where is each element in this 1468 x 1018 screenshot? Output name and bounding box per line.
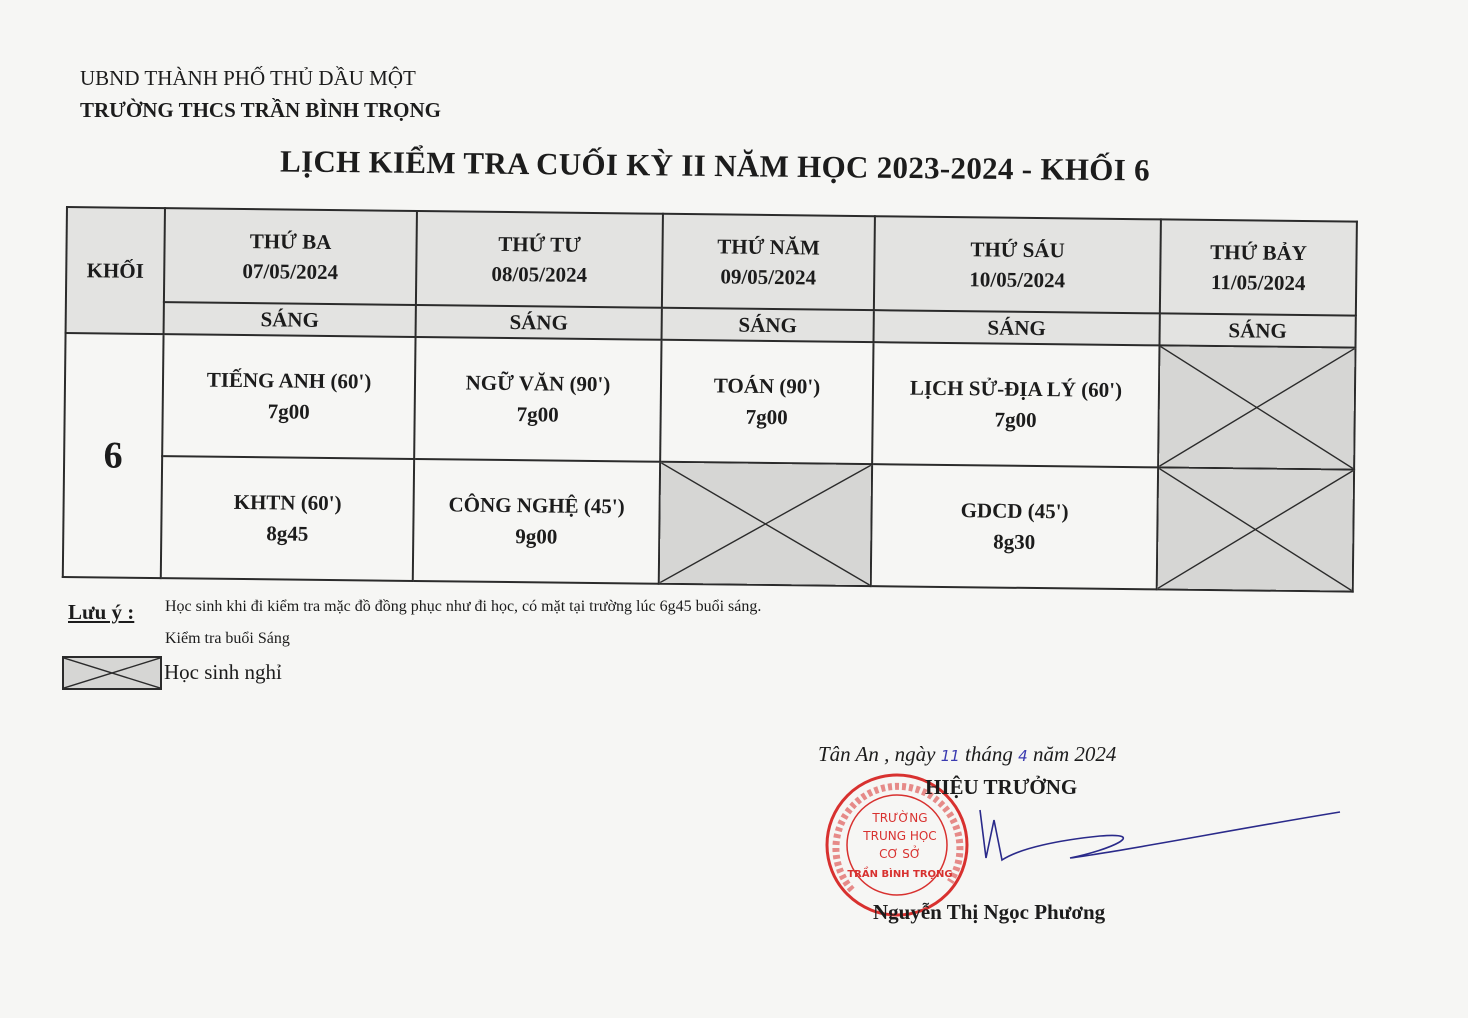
session-fri: SÁNG [874, 310, 1160, 345]
org-line-1: UBND THÀNH PHỐ THỦ DẦU MỘT [80, 66, 416, 90]
day-header-thu: THỨ NĂM 09/05/2024 [662, 214, 875, 310]
note-label: Lưu ý : [68, 600, 135, 624]
notes-section [68, 598, 164, 627]
no-exam-cell [659, 462, 872, 586]
no-exam-cell [1157, 467, 1354, 591]
day-header-tue: THỨ BA 07/05/2024 [164, 208, 417, 305]
legend-label: Học sinh nghỉ [164, 660, 282, 684]
signer-name: Nguyễn Thị Ngọc Phương [873, 900, 1106, 924]
cross-mark-icon [1159, 346, 1354, 468]
cross-mark-icon [660, 463, 871, 585]
handwritten-day: 11 [940, 747, 960, 765]
org-line-2: TRƯỜNG THCS TRẦN BÌNH TRỌNG [80, 98, 441, 122]
exam-cell: TOÁN (90') 7g00 [660, 340, 873, 464]
khoi-header: KHỐI [66, 207, 165, 334]
document-title: LỊCH KIỂM TRA CUỐI KỲ II NĂM HỌC 2023-2024 - KHỐI 6 [279, 143, 1151, 188]
handwritten-signature [950, 800, 1350, 880]
no-exam-cell [1158, 345, 1355, 469]
exam-cell: GDCD (45') 8g30 [871, 464, 1158, 589]
exam-cell: NGỮ VĂN (90') 7g00 [414, 337, 661, 462]
note-line-2: Kiểm tra buổi Sáng [165, 630, 290, 647]
exam-cell: LỊCH SỬ-ĐỊA LÝ (60') 7g00 [872, 342, 1159, 467]
handwritten-month: 4 [1018, 747, 1028, 765]
session-thu: SÁNG [662, 308, 874, 342]
legend-swatch [62, 656, 162, 690]
signer-title: HIỆU TRƯỞNG [925, 775, 1078, 799]
session-wed: SÁNG [416, 305, 662, 340]
cross-mark-icon [64, 658, 160, 688]
cross-mark-icon [1158, 468, 1353, 590]
day-header-fri: THỨ SÁU 10/05/2024 [874, 216, 1161, 313]
day-header-sat: THỨ BẢY 11/05/2024 [1160, 219, 1357, 315]
session-sat: SÁNG [1159, 313, 1355, 347]
stamp-line-2: TRUNG HỌC [863, 829, 937, 843]
schedule-table [62, 206, 1358, 593]
note-line-1: Học sinh khi đi kiểm tra mặc đồ đồng phục như đi học, có mặt tại trường lúc 6g45 buổi sáng. [165, 598, 762, 615]
signature-date-line: Tân An , ngày 11 tháng 4 năm 2024 [818, 742, 1117, 766]
stamp-line-1: TRƯỜNG [872, 811, 928, 825]
stamp-line-3: CƠ SỞ [879, 847, 921, 861]
day-header-wed: THỨ TƯ 08/05/2024 [416, 211, 663, 308]
exam-cell: CÔNG NGHỆ (45') 9g00 [413, 459, 660, 584]
exam-cell: TIẾNG ANH (60') 7g00 [162, 334, 415, 459]
session-tue: SÁNG [164, 302, 416, 337]
exam-schedule [62, 206, 1356, 593]
grade-cell: 6 [63, 333, 164, 578]
stamp-line-4: TRẦN BÌNH TRỌNG [847, 869, 953, 880]
exam-cell: KHTN (60') 8g45 [161, 456, 414, 581]
